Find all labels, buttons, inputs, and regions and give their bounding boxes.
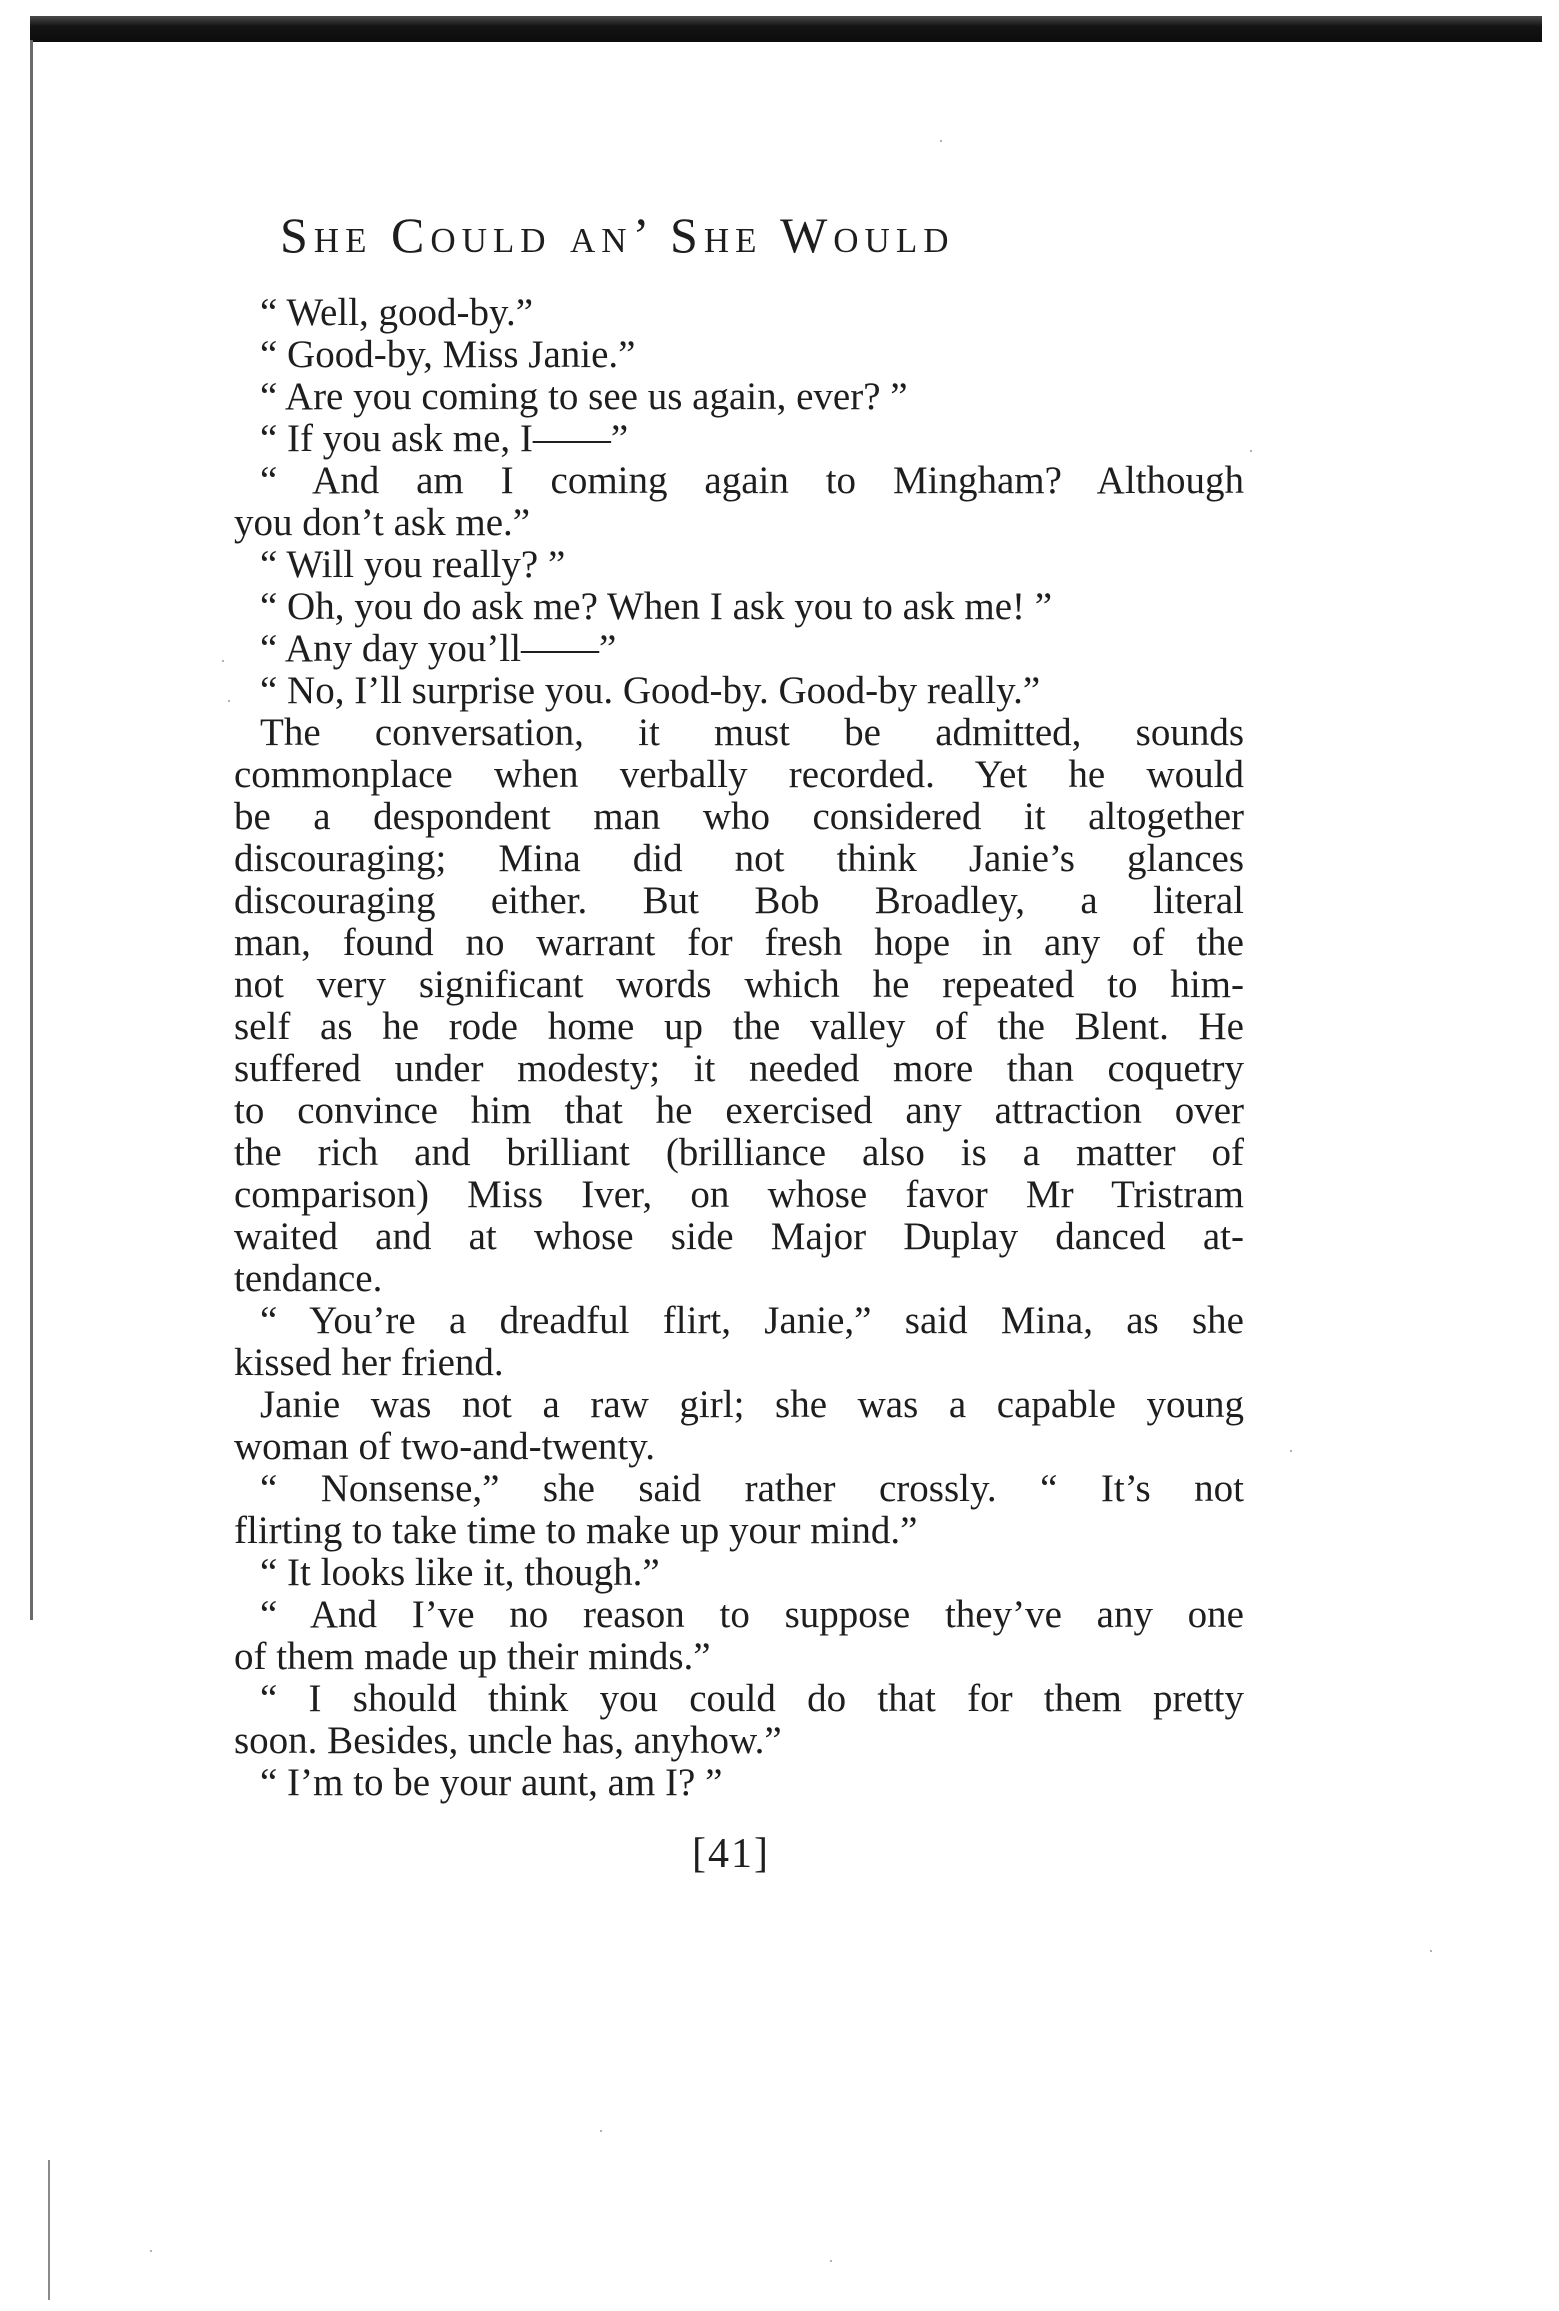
text-line: “ Oh, you do ask me? When I ask you to ask me! ”	[260, 585, 1053, 628]
text-line: “ Any day you’ll——”	[260, 627, 617, 670]
text-line: waited and at whose side Major Duplay danced at-	[234, 1216, 1244, 1258]
paper-speck	[940, 140, 942, 142]
text-line: soon. Besides, uncle has, anyhow.”	[234, 1719, 782, 1762]
text-line: discouraging either. But Bob Broadley, a literal	[234, 880, 1244, 922]
text-line: of them made up their minds.”	[234, 1635, 711, 1678]
paper-speck	[150, 2250, 152, 2252]
text-line: “ I should think you could do that for them pretty	[260, 1678, 1244, 1720]
paper-speck	[222, 660, 224, 662]
running-head	[280, 205, 1280, 265]
text-line: to convince him that he exercised any attraction over	[234, 1090, 1244, 1132]
text-line: self as he rode home up the valley of the Blent. He	[234, 1006, 1244, 1048]
text-line: “ It looks like it, though.”	[260, 1551, 660, 1594]
text-line: flirting to take time to make up your mind.”	[234, 1509, 918, 1552]
text-line: “ Good-by, Miss Janie.”	[260, 333, 636, 376]
text-line: “ Nonsense,” she said rather crossly. “ It’s not	[260, 1468, 1244, 1510]
text-line: discouraging; Mina did not think Janie’s glances	[234, 838, 1244, 880]
text-line: kissed her friend.	[234, 1341, 504, 1384]
text-line: comparison) Miss Iver, on whose favor Mr Tristram	[234, 1174, 1244, 1216]
text-line: you don’t ask me.”	[234, 501, 531, 544]
text-line: woman of two-and-twenty.	[234, 1425, 655, 1468]
text-line: Janie was not a raw girl; she was a capable young	[260, 1384, 1244, 1426]
paper-speck	[1430, 1950, 1432, 1952]
text-line: “ And I’ve no reason to suppose they’ve any one	[260, 1594, 1244, 1636]
text-line: the rich and brilliant (brilliance also is a matter of	[234, 1132, 1244, 1174]
text-line: “ You’re a dreadful flirt, Janie,” said Mina, as she	[260, 1300, 1244, 1342]
top-border-rule	[30, 16, 1542, 42]
text-line: “ I’m to be your aunt, am I? ”	[260, 1761, 723, 1804]
text-line: suffered under modesty; it needed more than coquetry	[234, 1048, 1244, 1090]
paper-speck	[830, 2260, 832, 2262]
paper-speck	[1250, 450, 1252, 452]
text-line: “ No, I’ll surprise you. Good-by. Good-by really.”	[260, 669, 1041, 712]
left-page-edge-lower	[48, 2160, 50, 2300]
text-line: be a despondent man who considered it altogether	[234, 796, 1244, 838]
paper-speck	[228, 700, 230, 702]
text-line: commonplace when verbally recorded. Yet he would	[234, 754, 1244, 796]
text-line: “ Will you really? ”	[260, 543, 566, 586]
page-number: [41]	[692, 1831, 770, 1877]
paper-speck	[1290, 1450, 1292, 1452]
text-line: tendance.	[234, 1257, 383, 1300]
left-page-edge	[30, 40, 33, 1620]
text-line: “ And am I coming again to Mingham? Although	[260, 460, 1244, 502]
text-line: “ Are you coming to see us again, ever? ”	[260, 375, 908, 418]
text-line: “ Well, good-by.”	[260, 291, 534, 334]
text-line: “ If you ask me, I——”	[260, 417, 629, 460]
text-line: not very significant words which he repeated to him-	[234, 964, 1244, 1006]
text-line: man, found no warrant for fresh hope in any of the	[234, 922, 1244, 964]
body-text	[234, 292, 1244, 1804]
paper-speck	[600, 2130, 602, 2132]
text-line: The conversation, it must be admitted, sounds	[260, 712, 1244, 754]
running-head-title: She Could an’ She Would	[280, 207, 955, 263]
